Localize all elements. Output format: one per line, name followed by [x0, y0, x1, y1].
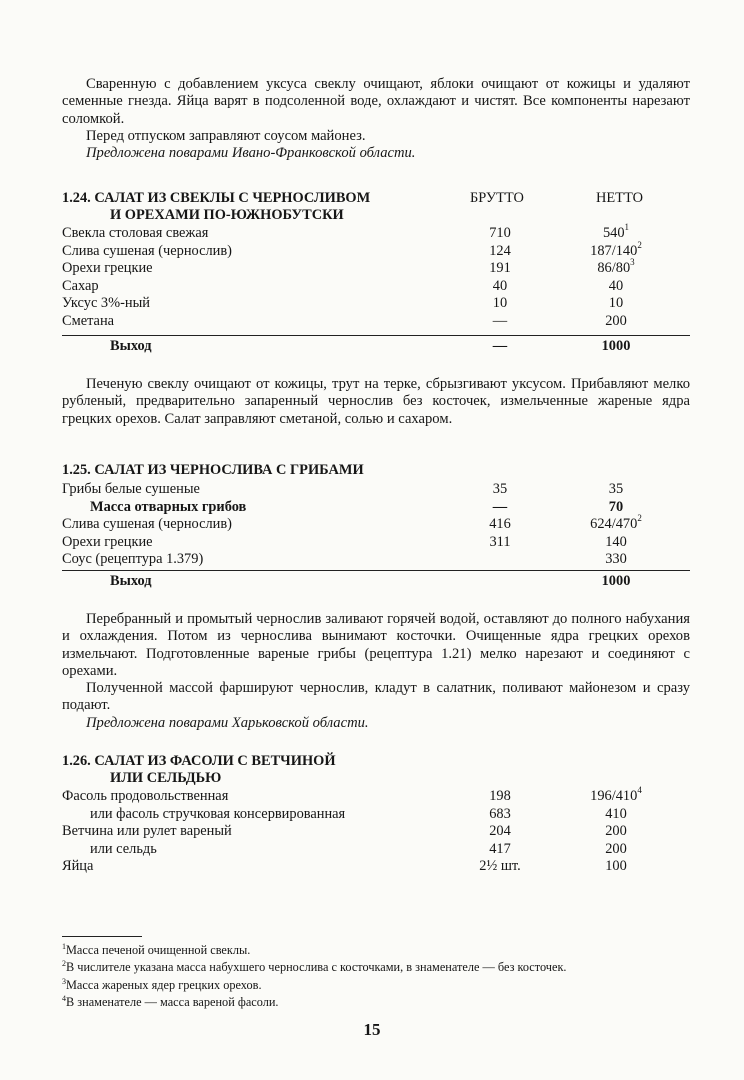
- brutto-value: 683: [489, 805, 511, 822]
- recipe-125-credit: Предложена поварами Харьковской области.: [86, 714, 369, 731]
- recipe-125-method: [62, 611, 690, 732]
- netto-value: 70: [608, 498, 624, 515]
- table-row: [62, 806, 638, 824]
- recipe-125-number: 1.25.: [62, 462, 91, 478]
- recipe-124-title-line2: И ОРЕХАМИ ПО-ЮЖНОБУТСКИ: [110, 207, 344, 223]
- table-row: [62, 841, 638, 859]
- footnote-ref: 3: [630, 257, 635, 268]
- table-row: [62, 222, 638, 243]
- recipe-126-title-line2: ИЛИ СЕЛЬДЬЮ: [110, 770, 222, 786]
- netto-value: $86/80^3$: [597, 257, 635, 277]
- netto-value: 200: [605, 312, 627, 329]
- yield-netto: 1000: [601, 573, 631, 589]
- ingredient-name: Яйца: [62, 858, 94, 875]
- ingredient-name: Грибы белые сушеные: [62, 481, 200, 497]
- netto-value: $196/410^4$: [590, 785, 642, 804]
- table-row: [62, 823, 638, 841]
- recipe-124-number: 1.24.: [62, 190, 91, 206]
- brutto-value: 35: [492, 481, 508, 497]
- footnote: $^3$Масса жареных ядер грецких орехов.: [62, 976, 262, 992]
- ingredient-name: Фасоль продовольственная: [62, 788, 229, 804]
- netto-value: 200: [605, 823, 627, 840]
- recipe-124-text: Печеную свеклу очищают от кожицы, трут на терке, сбрызгивают уксусом. Прибавляют мелко рубленый, предварительно запаренный чернослив без косточек, измельченные жареные ядра грецких орехов. Салат заправляют сметаной, солью и сахаром.: [62, 376, 690, 427]
- table-row: [62, 313, 638, 331]
- intro-credit: Предложена поварами Ивано-Франковской области.: [86, 145, 416, 162]
- footnote-ref: 1: [624, 222, 630, 233]
- table-row: [62, 278, 638, 296]
- table-row: [62, 513, 642, 534]
- intro-paragraph-2: Перед отпуском заправляют соусом майонез.: [86, 127, 366, 144]
- recipe-125-title: [62, 462, 482, 479]
- brutto-value: 10: [492, 295, 508, 312]
- footnotes: [62, 940, 690, 1009]
- brutto-value: 40: [492, 277, 508, 294]
- ingredient-name: или сельдь: [90, 840, 157, 857]
- intro-paragraph-1: Сваренную с добавлением уксуса свеклу очищают, яблоки очищают от кожицы и удаляют семенные гнезда. Яйца варят в подсоленной воде, охлаждают и чистят. Все компоненты нарезают соломкой.: [62, 76, 690, 127]
- netto-value: 140: [605, 533, 627, 550]
- table-row: [62, 785, 642, 806]
- netto-value: 100: [605, 858, 627, 875]
- brutto-value: 198: [489, 788, 511, 804]
- brutto-value: 124: [489, 242, 511, 259]
- table-row: [62, 499, 638, 517]
- brutto-value: 710: [489, 225, 511, 241]
- column-header-netto: НЕТТО: [596, 190, 643, 206]
- ingredient-name: Уксус 3%-ный: [62, 295, 150, 312]
- brutto-value: —: [492, 498, 508, 515]
- recipe-124-title: [62, 190, 462, 224]
- recipe-125-yield: [62, 573, 638, 591]
- table-row: [62, 295, 638, 313]
- footnote-divider: [62, 936, 142, 937]
- recipe-126-number: 1.26.: [62, 753, 91, 769]
- brutto-value: 204: [489, 823, 511, 840]
- ingredient-name: Сахар: [62, 277, 99, 294]
- footnote-ref: 2: [637, 513, 642, 524]
- footnote: $^1$Масса печеной очищенной свеклы.: [62, 942, 251, 958]
- yield-label: Выход: [110, 573, 152, 589]
- brutto-value: 416: [489, 516, 511, 533]
- table-row: [62, 481, 638, 499]
- yield-netto: 1000: [601, 338, 631, 354]
- recipe-125-title-line1: САЛАТ ИЗ ЧЕРНОСЛИВА С ГРИБАМИ: [94, 462, 364, 478]
- footnote-ref: 2: [637, 239, 642, 250]
- ingredient-name: Орехи грецкие: [62, 533, 153, 550]
- netto-value: 410: [605, 805, 627, 822]
- page-number: 15: [363, 1020, 381, 1039]
- yield-row: [62, 338, 638, 356]
- recipe-125-text-1: Перебранный и промытый чернослив заливают горячей водой, оставляют до полного набухания и охлаждения. Потом из чернослива вынимают косточки. Очищенные ядра грецких орехов измельчают. Подготовленные вареные грибы (рецептура 1.21) мелко нарезают и соединяют с орехами.: [62, 611, 690, 679]
- recipe-124-method: [62, 376, 690, 428]
- recipe-124-title-line1: САЛАТ ИЗ СВЕКЛЫ С ЧЕРНОСЛИВОМ: [94, 190, 371, 206]
- netto-value: $624/470^2$: [590, 513, 642, 533]
- footnote: $^2$В числителе указана масса набухшего чернослива с косточками, в знаменателе — без косточек.: [62, 959, 567, 975]
- yield-label: Выход: [110, 338, 152, 354]
- recipe-126-title: [62, 753, 462, 787]
- footnote: $^4$В знаменателе — масса вареной фасоли.: [62, 993, 279, 1009]
- ingredient-name: или фасоль стручковая консервированная: [90, 805, 346, 822]
- ingredient-name: Слива сушеная (чернослив): [62, 242, 232, 259]
- divider: [62, 335, 690, 336]
- brutto-value: 311: [489, 533, 511, 550]
- recipe-125-text-2: Полученной массой фаршируют чернослив, кладут в салатник, поливают майонезом и сразу подают.: [62, 680, 690, 714]
- brutto-value: 191: [489, 260, 511, 277]
- recipe-125-ingredients: [62, 481, 642, 569]
- table-row: [62, 551, 638, 569]
- brutto-value: —: [492, 312, 508, 329]
- netto-value: $540^1$: [602, 222, 630, 241]
- netto-value: 10: [608, 295, 624, 312]
- ingredient-name: Сметана: [62, 312, 115, 329]
- yield-brutto: —: [492, 338, 508, 354]
- recipe-124-ingredients: [62, 222, 642, 331]
- footnote-ref: 4: [637, 785, 642, 796]
- recipe-126-ingredients: [62, 785, 642, 876]
- table-row: [62, 858, 638, 876]
- brutto-value: 417: [489, 840, 511, 857]
- netto-value: 200: [605, 840, 627, 857]
- recipe-126-title-line1: САЛАТ ИЗ ФАСОЛИ С ВЕТЧИНОЙ: [94, 753, 336, 769]
- brutto-value: 2½ шт.: [479, 858, 521, 875]
- ingredient-name: Соус (рецептура 1.379): [62, 551, 204, 568]
- recipe-124-yield: [62, 338, 638, 356]
- ingredient-name: Слива сушеная (чернослив): [62, 516, 232, 533]
- ingredient-name: Масса отварных грибов: [90, 498, 247, 515]
- table-row: [62, 257, 638, 278]
- column-header-brutto: БРУТТО: [470, 190, 524, 206]
- netto-value: $187/140^2$: [590, 239, 642, 259]
- netto-value: 40: [608, 277, 624, 294]
- yield-row: [62, 573, 638, 591]
- ingredient-name: Орехи грецкие: [62, 260, 153, 277]
- divider: [62, 570, 690, 571]
- ingredient-name: Свекла столовая свежая: [62, 225, 209, 241]
- table-row: [62, 239, 642, 261]
- netto-value: 330: [605, 551, 627, 568]
- table-row: [62, 534, 638, 552]
- intro-text: [62, 76, 690, 162]
- ingredient-name: Ветчина или рулет вареный: [62, 823, 232, 840]
- netto-value: 35: [608, 481, 624, 497]
